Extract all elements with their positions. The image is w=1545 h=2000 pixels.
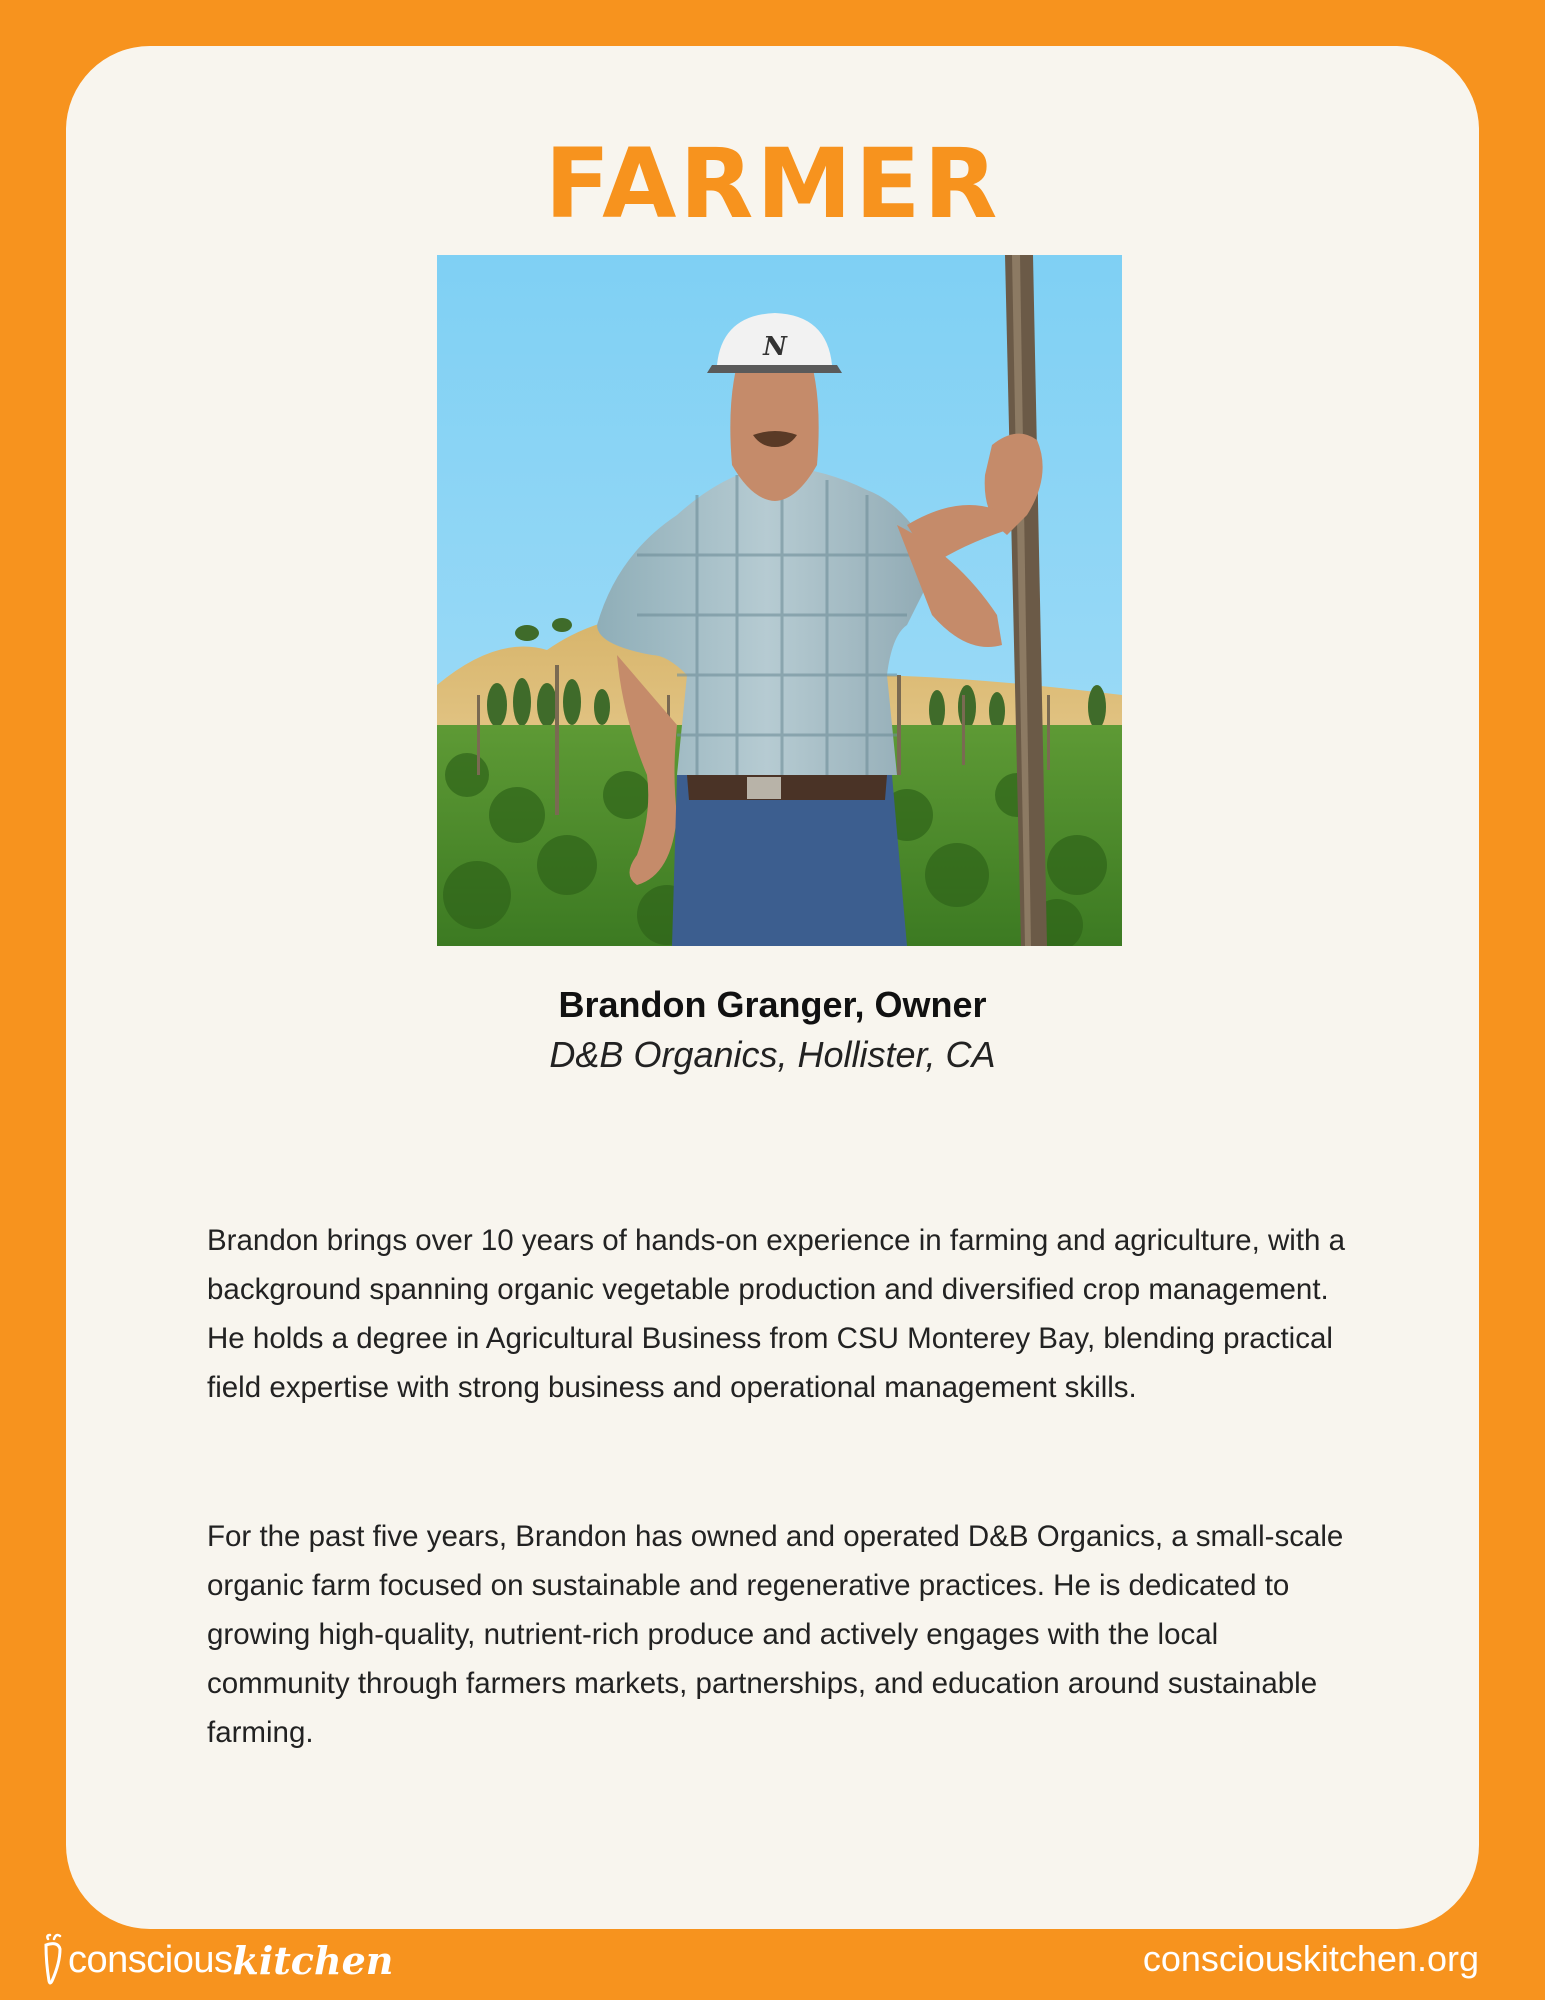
farmer-photo — [437, 255, 1122, 946]
farmer-name: Brandon Granger, Owner — [558, 984, 987, 1025]
carrot-logo-icon — [40, 1933, 66, 1987]
logo-text-conscious: conscious — [68, 1938, 233, 1981]
logo-text-kitchen: kitchen — [232, 1937, 394, 1983]
website-link[interactable]: consciouskitchen.org — [1142, 1938, 1479, 1979]
page-title: FARMER — [544, 128, 1001, 240]
bio-paragraph-1: Brandon brings over 10 years of hands-on experience in farming and agriculture, with a background spanning organic vegetable production and diversified crop management. He holds a degree in Agricultural Business from CSU Monterey Bay, blending practical field expertise with strong business and operational management skills. — [207, 1224, 1346, 1404]
farmer-organization: D&B Organics, Hollister, CA — [549, 1034, 996, 1075]
bio-paragraph-2: For the past five years, Brandon has owned and operated D&B Organics, a small-scale organic farm focused on sustainable and regenerative practices. He is dedicated to growing high-quality, nutrient-rich produce and actively engages with the local community through farmers markets, partnerships, and education around sustainable farming. — [207, 1520, 1344, 1749]
svg-text:N: N — [763, 332, 787, 362]
profile-card — [66, 46, 1479, 1929]
conscious-kitchen-logo[interactable] — [40, 1930, 393, 1990]
